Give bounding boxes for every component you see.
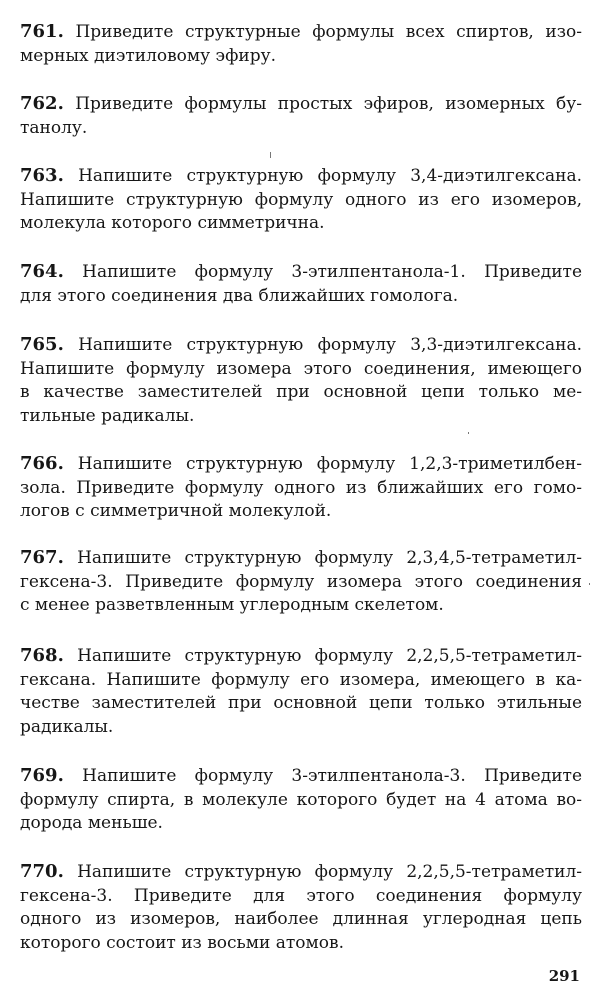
problem-line: танолу. — [20, 117, 88, 138]
problem-text: Напишите структурную формулу 2,2,5,5-тетраметил- — [77, 862, 583, 882]
problem-line: одного из изомеров, наиболее длинная углеродная цепь — [20, 909, 582, 929]
problem-765 — [20, 333, 582, 428]
problem-number: 765. — [20, 334, 64, 355]
problem-number: 770. — [20, 861, 64, 882]
problem-line: формулу спирта, в молекуле которого будет на 4 атома во- — [20, 789, 582, 810]
problem-number: 763. — [20, 165, 64, 186]
scan-speck — [270, 152, 271, 158]
problem-767 — [20, 546, 582, 618]
problem-number: 766. — [20, 453, 64, 474]
problem-line: Напишите структурную формулу одного из его изомеров, — [20, 189, 582, 210]
problem-line: молекула которого симметрична. — [20, 213, 325, 233]
problem-761 — [20, 20, 582, 68]
problem-text: Напишите структурную формулу 2,3,4,5-тетраметил- — [77, 548, 583, 568]
problem-number: 762. — [20, 93, 64, 114]
problem-text: Напишите формулу 3-этилпентанола-3. Приведите — [82, 766, 582, 786]
problem-line: радикалы. — [20, 716, 114, 737]
problem-line: с менее разветвленным углеродным скелетом. — [20, 595, 444, 615]
problem-line: дорода меньше. — [20, 813, 163, 833]
problem-line — [20, 546, 582, 571]
problem-763 — [20, 164, 582, 236]
problem-line: Напишите формулу изомера этого соединения, имеющего — [20, 358, 582, 379]
problem-764 — [20, 260, 582, 308]
problem-line: гексана. Напишите формулу его изомера, имеющего в ка- — [20, 669, 582, 690]
problem-text: Напишите структурную формулу 3,4-диэтилгексана. — [78, 166, 582, 186]
problem-text: Напишите структурную формулу 2,2,5,5-тетраметил- — [77, 646, 583, 666]
problem-line — [20, 860, 582, 885]
scan-speck — [468, 432, 469, 434]
problem-line — [20, 260, 582, 285]
problem-number: 769. — [20, 765, 64, 786]
problem-text: Приведите формулы простых эфиров, изомерных бу- — [75, 94, 583, 114]
scan-speck — [589, 583, 590, 585]
problem-line: зола. Приведите формулу одного из ближайших его гомо- — [20, 477, 582, 498]
problem-line — [20, 644, 582, 669]
problem-line: честве заместителей при основной цепи только этильные — [20, 693, 582, 713]
problem-line — [20, 764, 582, 789]
problem-text: Напишите формулу 3-этилпентанола-1. Приведите — [82, 262, 582, 282]
problem-766 — [20, 452, 582, 524]
problem-text: Напишите структурную формулу 1,2,3-триметилбен- — [77, 454, 582, 474]
problem-line — [20, 164, 582, 189]
problem-line — [20, 452, 582, 477]
problem-769 — [20, 764, 582, 836]
problem-number: 761. — [20, 21, 64, 42]
problem-762 — [20, 92, 582, 140]
problem-line: в качестве заместителей при основной цепи только ме- — [20, 382, 582, 402]
problem-text: Приведите структурные формулы всех спиртов, изо- — [75, 22, 583, 42]
problem-line: гексена-3. Приведите формулу изомера этого соединения — [20, 571, 582, 592]
problem-line — [20, 333, 582, 358]
problem-line: тильные радикалы. — [20, 405, 195, 426]
problem-text: Напишите структурную формулу 3,3-диэтилгексана. — [78, 335, 582, 355]
problem-line: гексена-3. Приведите для этого соединения формулу — [20, 885, 582, 906]
problem-line: логов с симметричной молекулой. — [20, 501, 332, 521]
problem-line — [20, 20, 582, 45]
problem-768 — [20, 644, 582, 739]
problem-line — [20, 92, 582, 117]
problem-line: мерных диэтиловому эфиру. — [20, 45, 276, 66]
problem-number: 764. — [20, 261, 64, 282]
problem-line: для этого соединения два ближайших гомолога. — [20, 285, 459, 306]
problem-number: 768. — [20, 645, 64, 666]
problem-770 — [20, 860, 582, 955]
problem-number: 767. — [20, 547, 64, 568]
page-number: 291 — [548, 967, 580, 985]
problem-line: которого состоит из восьми атомов. — [20, 932, 344, 953]
